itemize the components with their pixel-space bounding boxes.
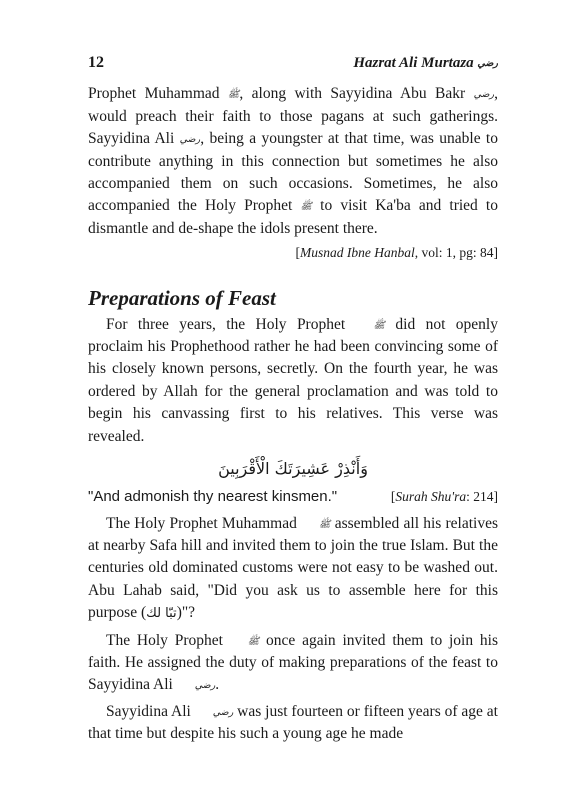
verse-translation: [88, 486, 498, 508]
text-run: did not openly proclaim his Prophethood rather he had been convincing some of his closely known persons, secretly. On the fourth year, he was ordered by Allah for the general proclamation and was told to begin his canvassing first to his relatives. This verse was revealed.: [88, 315, 498, 445]
honorific-glyph: رضي: [179, 134, 201, 146]
paragraph-3: [88, 513, 498, 626]
text-run: The Holy Prophet: [106, 631, 230, 649]
citation: [88, 242, 498, 264]
text-run: to visit Ka'ba and tried to dismantle and de-shape the idols present there.: [88, 197, 498, 237]
paragraph-1: [88, 83, 498, 240]
page-number: 12: [88, 54, 104, 71]
section-heading: Preparations of Feast: [88, 285, 276, 310]
running-header: [88, 52, 498, 74]
source-rest: : 214]: [466, 489, 498, 505]
honorific-glyph: رضي: [473, 89, 495, 101]
citation-rest: , vol: 1, pg: 84]: [414, 245, 498, 261]
source-name: Surah Shu'ra: [395, 489, 467, 505]
citation-bracket: [: [295, 245, 300, 261]
text-run: .: [215, 676, 220, 694]
citation-source: Musnad Ibne Hanbal: [300, 245, 415, 261]
text-run: )"?: [176, 604, 196, 622]
paragraph-5: [88, 701, 498, 746]
text-run: , would preach their faith to those pagans at such gatherings. Sayyidina Ali: [88, 85, 499, 148]
honorific-glyph: رضي: [194, 680, 216, 692]
text-run: , along with Sayyidina Abu Bakr: [239, 85, 474, 103]
honorific-glyph: ﷺ: [247, 635, 260, 647]
text-run: Prophet Muhammad: [88, 85, 228, 103]
running-title: [353, 52, 498, 74]
running-title-text: Hazrat Ali Murtaza: [353, 55, 474, 71]
honorific-glyph: رضي: [212, 706, 234, 718]
text-run: once again invited them to join his faith. He assigned the duty of making preparations of the feast to Sayyidina Ali: [88, 631, 499, 694]
honorific-glyph: ﷺ: [227, 89, 240, 101]
text-run: , being a youngster at that time, was unable to contribute anything in this connection but sometimes he also accompanied them on such occasions. Sometimes, he also accompanied the Holy Prophet: [88, 130, 498, 215]
text-run: The Holy Prophet Muhammad: [106, 514, 302, 532]
text-run: Sayyidina Ali: [106, 702, 195, 720]
text-run: For three years, the Holy Prophet: [106, 315, 356, 333]
text-run: assembled all his relatives at nearby Safa hill and invited them to join the true Islam. But the centuries old dominated customs were not easy to be washed out. Abu Lahab said, "Did you ask us to assemble here for this purpose (: [88, 514, 498, 622]
translation-text: "And admonish thy nearest kinsmen.": [88, 488, 338, 506]
text-run: was just fourteen or fifteen years of age at that time but despite his such a young age he made: [88, 702, 498, 743]
paragraph-2: [88, 314, 498, 448]
honorific-glyph: ﷺ: [373, 319, 386, 331]
quran-verse: وَأَنْذِرْ عَشِيرَتَكَ الْأَقْرَبِينَ: [218, 459, 368, 479]
paragraph-4: [88, 630, 498, 697]
arabic-phrase: تبّا لك: [146, 606, 177, 622]
honorific-glyph: ﷺ: [300, 201, 312, 213]
honorific-glyph: ﷺ: [319, 518, 331, 530]
honorific-glyph: رضي: [477, 58, 498, 69]
source-bracket: [: [390, 489, 396, 505]
page-content: [88, 52, 498, 746]
translation-source: [391, 486, 498, 508]
